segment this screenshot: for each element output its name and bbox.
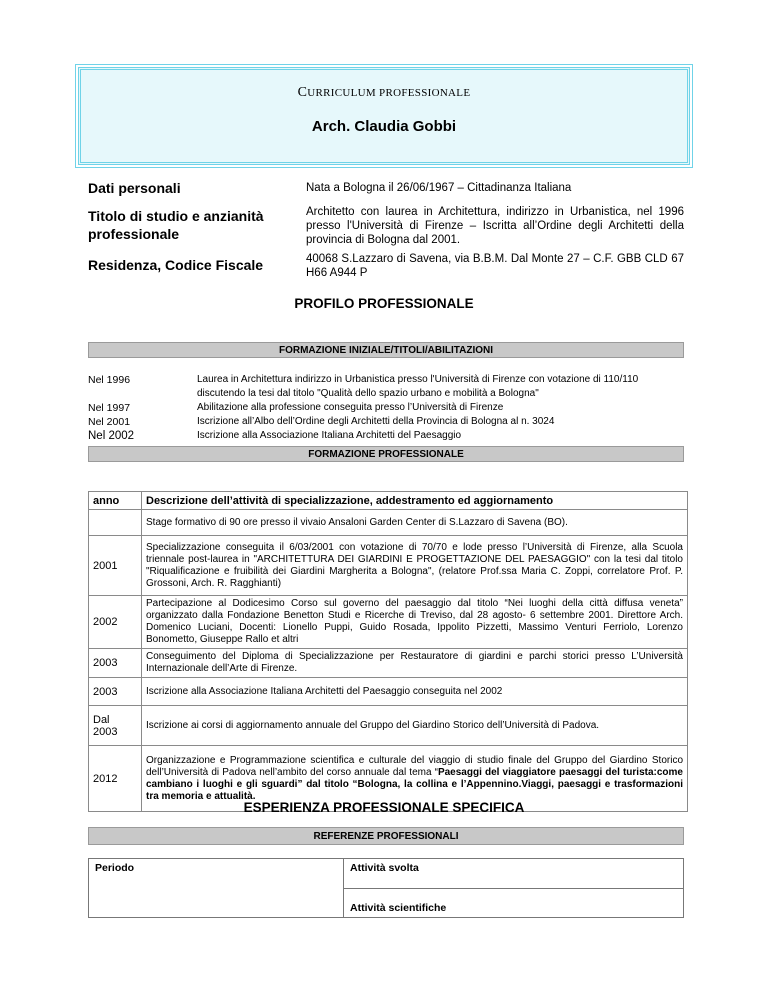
prof-training-table [88, 491, 688, 812]
references-table [88, 858, 684, 918]
row-year: 2003 [89, 678, 142, 706]
init-text: Laurea in Architettura indirizzo in Urbanistica presso l'Università di Firenze con votazione di 110/110 discutendo la tesi dal titolo "Qualità dello spazio urbano e mobilità a Bologna" [197, 374, 639, 399]
table-row [89, 649, 688, 678]
residence-label: Residenza, Codice Fiscale [88, 257, 264, 273]
init-text: Iscrizione alla Associazione Italiana Architetti del Paesaggio [197, 430, 462, 441]
row-year: Dal 2003 [89, 706, 142, 746]
residence-value: 40068 S.Lazzaro di Savena, via B.B.M. Dal Monte 27 – C.F. GBB CLD 67 H66 A944 P [306, 253, 684, 279]
init-year: Nel 1996 [88, 374, 131, 386]
col-activity-header: Attività svolta [344, 859, 684, 889]
row-desc: Stage formativo di 90 ore presso il vivaio Ansaloni Garden Center di S.Lazzaro di Savena (BO). [142, 510, 688, 536]
init-text: Abilitazione alla professione conseguita presso l’Università di Firenze [197, 402, 504, 413]
row-desc: Iscrizione ai corsi di aggiornamento annuale del Gruppo del Giardino Storico dell’Università di Padova. [142, 706, 688, 746]
col-period-header: Periodo [89, 859, 344, 918]
init-year: Nel 2002 [88, 430, 135, 442]
init-text: Iscrizione all’Albo dell’Ordine degli Architetti della Provincia di Bologna al n. 3024 [197, 416, 555, 427]
personal-label: Dati personali [88, 180, 181, 196]
row-year [89, 510, 142, 536]
col-desc-header: Descrizione dell’attività di specializzazione, addestramento ed aggiornamento [142, 492, 688, 510]
row-desc: Conseguimento del Diploma di Specializzazione per Restauratore di giardini e parchi storici presso L’Università Internazionale dell’Arte di Firenze. [142, 649, 688, 678]
table-row [89, 706, 688, 746]
row-desc: Specializzazione conseguita il 6/03/2001 con votazione di 70/70 e lode presso l’Università di Firenze, alla Scuola triennale post-laurea in "ARCHITETTURA DEI GIARDINI E PROGETTAZIONE DEL PAESAGGIO" con la tesi dal titolo "Riqualificazione e fruibilità dei Giardini Margherita a Bologna", (relatore Prof.ssa Maria C. Zoppi, correlatore Prof. P. Grossoni, Arch. R. Ragghianti) [142, 536, 688, 596]
row-desc: Partecipazione al Dodicesimo Corso sul governo del paesaggio dal titolo “Nei luoghi della città diffusa veneta” organizzato dalla Fondazione Benetton Studi e Ricerche di Treviso, dal 28 agosto- 6 settembre 2001. Direttore Arch. Domenico Luciani, Docenti: Lionello Puppi, Guido Rosada, Ippolito Pizzetti, Massimo Venturi Ferriolo, Lorenzo Bonometto, Giuseppe Rallo et altri [142, 596, 688, 649]
table-row [89, 510, 688, 536]
row-year: 2003 [89, 649, 142, 678]
initial-training-bar: FORMAZIONE INIZIALE/TITOLI/ABILITAZIONI [88, 342, 684, 358]
degree-value: Architetto con laurea in Architettura, indirizzo in Urbanistica, nel 1996 presso l'Università di Firenze – Iscritta all’Ordine degli Architetti della provincia di Bologna dal 2001. [306, 206, 684, 246]
row-year: 2012 [89, 746, 142, 812]
sub-activity-header: Attività scientifiche [344, 888, 684, 918]
references-bar: REFERENZE PROFESSIONALI [88, 827, 684, 845]
init-year: Nel 1997 [88, 402, 131, 414]
row-desc-text: Organizzazione e Programmazione scientifica e culturale del viaggio di studio finale del Gruppo del Giardino Storico dell’Università di Padova nell’ambito del corso annuale dal tema “ [146, 754, 683, 778]
header-box [78, 67, 690, 165]
profile-title: PROFILO PROFESSIONALE [294, 296, 474, 311]
table-header-row [89, 492, 688, 510]
prof-training-bar: FORMAZIONE PROFESSIONALE [88, 446, 684, 462]
candidate-name: Arch. Claudia Gobbi [311, 118, 457, 135]
row-desc: Iscrizione alla Associazione Italiana Architetti del Paesaggio conseguita nel 2002 [142, 678, 688, 706]
row-desc-bold: Paesaggi del viaggiatore paesaggi del turista:come cambiano i luoghi e gli sguardi” dal titolo “Bologna, la collina e l’Appennino.Viaggi, paesaggi e trasformazioni tra memoria e attualità. [146, 766, 683, 802]
degree-label: Titolo di studio e anzianità professionale [88, 208, 264, 242]
table-row [89, 859, 684, 889]
table-row [89, 596, 688, 649]
table-row [89, 678, 688, 706]
col-year-header: anno [89, 492, 142, 510]
table-row [89, 536, 688, 596]
row-year: 2001 [89, 536, 142, 596]
experience-title: ESPERIENZA PROFESSIONALE SPECIFICA [243, 800, 525, 815]
init-year: Nel 2001 [88, 416, 131, 428]
personal-value: Nata a Bologna il 26/06/1967 – Cittadinanza Italiana [306, 182, 572, 194]
cv-title: CURRICULUM PROFESSIONALE [297, 85, 471, 100]
row-year: 2002 [89, 596, 142, 649]
